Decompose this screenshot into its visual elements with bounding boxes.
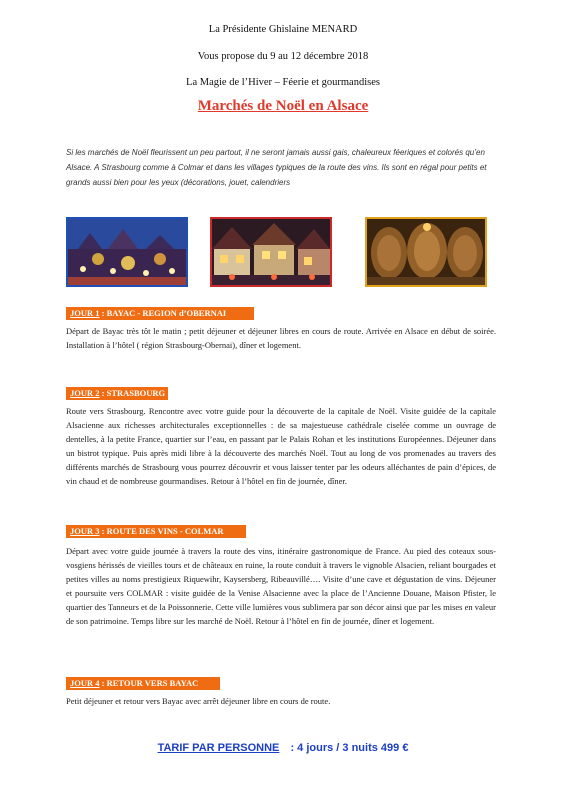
day-3-title: : ROUTE DES VINS - COLMAR [99, 526, 224, 536]
intro-paragraph: Si les marchés de Noël fleurissent un peu partout, il ne seront jamais aussi gais, chaleureux féeriques et colorés qu’en Alsace. A Strasbourg comme à Colmar et dans les villages typiques de la route des vins. Ils sont en régal pour petits et grands aussi bien pour les yeux (décorations, jouet, calendriers [66, 148, 487, 187]
day-2-title: : STRASBOURG [99, 388, 166, 398]
day-1-text: Départ de Bayac très tôt le matin ; petit déjeuner et déjeuner libres en cours de route. Arrivée en Alsace en début de soirée. Installation à l’hôtel ( région Strasbourg-Obernai), dîner et logement. [66, 326, 496, 350]
day-2-number: JOUR 2 [70, 388, 100, 398]
price-line [0, 742, 566, 754]
colmar-houses-photo [210, 217, 332, 287]
page-title [0, 98, 566, 115]
wine-cellar-photo [365, 217, 487, 287]
price-value: : 4 jours / 3 nuits 499 € [287, 742, 409, 754]
dates-line: Vous propose du 9 au 12 décembre 2018 [197, 51, 369, 62]
day-2-text: Route vers Strasbourg. Rencontre avec votre guide pour la découverte de la capitale de Noël. Visite guidée de la capitale Alsacienne aux richesses architecturales exceptionnelles : de sa majestueuse cathédrale ciselée comme un ouvrage de dentelles, à la petite France, quartier sur l’eau, en passant par le Palais Rohan et les institutions Européennes. Déjeuner dans un bistrot typique. Puis après midi libre à la découverte des marchés Noël. Tout au long de vos promenades au travers des différents marchés de Strasbourg vous pourrez découvrir et vous laisser tenter par les odeurs alléchantes de pain d’épices, de vin chaud et de nombreuse gourmandises. Retour à l’hôtel en fin de journée, dîner. [66, 406, 496, 486]
day-3-text: Départ avec votre guide journée à travers la route des vins, itinéraire gastronomique de France. Au pied des coteaux sous-vosgiens hérissés de vieilles tours et de châteaux en ruine, la route conduit à travers le vignoble Alsacien, reliant bourgades et petites villes au noms prestigieux Riquewihr, Kaysersberg, Ribeauvillé…. Visite d’une cave et dégustation de vins. Déjeuner et poursuite vers COLMAR : visite guidée de la Venise Alsacienne avec la place de l’Ancienne Douane, Maison Pfister, le quartier des Tanneurs et de la Poissonnerie. Cette ville lumières vous sublimera par son décor ainsi que par les mises en valeur de son patrimoine. Temps libre sur les marché de Noël. Retour à l’hôtel en fin de journée, dîner et logement. [66, 546, 496, 626]
page-title-text: Marchés de Noël en Alsace [197, 98, 369, 114]
day-1-number: JOUR 1 [70, 308, 100, 318]
day-4-text: Petit déjeuner et retour vers Bayac avec arrêt déjeuner libre en cours de route. [66, 696, 331, 706]
day-3-heading [66, 525, 246, 538]
day-4-heading [66, 677, 220, 690]
price-label: TARIF PAR PERSONNE [157, 742, 280, 754]
day-1-title: : BAYAC - REGION d’OBERNAI [99, 308, 227, 318]
day-4-number: JOUR 4 [70, 678, 100, 688]
day-1-heading [66, 307, 254, 320]
theme-line: La Magie de l’Hiver – Féerie et gourmandises [186, 77, 380, 88]
president-line: La Présidente Ghislaine MENARD [208, 24, 358, 35]
day-3-number: JOUR 3 [70, 526, 100, 536]
christmas-market-photo [66, 217, 188, 287]
day-2-heading [66, 387, 168, 400]
day-4-title: : RETOUR VERS BAYAC [99, 678, 199, 688]
